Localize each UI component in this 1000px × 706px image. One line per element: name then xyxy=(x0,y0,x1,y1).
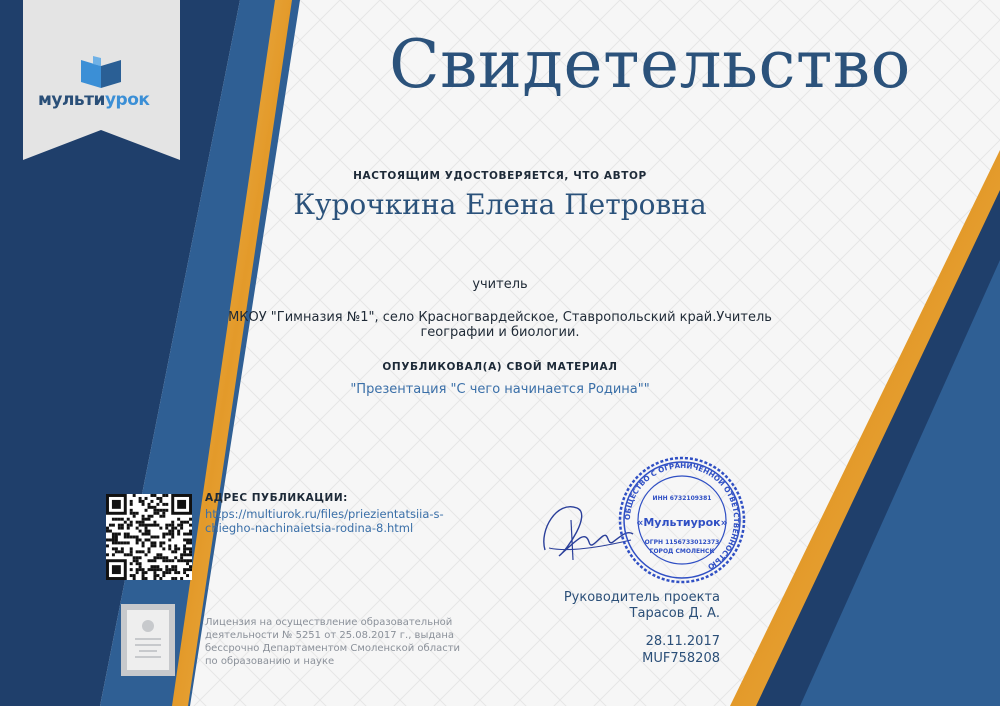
stamp-inn: ИНН 6732109381 xyxy=(652,495,712,502)
license-line4: по образованию и науке xyxy=(205,656,335,667)
license-line1: Лицензия на осуществление образовательной xyxy=(205,617,453,628)
director-role: Руководитель проекта xyxy=(563,590,720,605)
license-text xyxy=(205,616,485,668)
organization-line2: географии и биологии. xyxy=(420,325,580,340)
stamp-center: «Мультиурок» xyxy=(636,516,728,529)
stamp-city: ГОРОД СМОЛЕНСК xyxy=(649,548,715,555)
publication-url-link[interactable] xyxy=(205,507,515,535)
license-document-icon xyxy=(121,604,175,676)
company-stamp xyxy=(618,456,746,584)
stamp-ogrn: ОГРН 1156733012373 xyxy=(644,539,720,546)
publication-address-label: АДРЕС ПУБЛИКАЦИИ: xyxy=(205,492,348,504)
license-line2: деятельности № 5251 от 25.08.2017 г., выдана xyxy=(205,630,455,641)
url-line1[interactable]: https://multiurok.ru/files/priezientatsiia-s- xyxy=(205,507,444,521)
director-name: Тарасов Д. А. xyxy=(629,606,720,621)
certificate-meta xyxy=(560,633,720,667)
certificate-code: MUF758208 xyxy=(642,651,720,666)
published-label: ОПУБЛИКОВАЛ(А) СВОЙ МАТЕРИАЛ xyxy=(382,361,618,373)
organization xyxy=(200,310,800,340)
material-title: "Презентация "С чего начинается Родина"" xyxy=(350,382,650,397)
author-position: учитель xyxy=(472,277,528,292)
license-line3: бессрочно Департаментом Смоленской области xyxy=(205,643,461,654)
certificate-title: Свидетельство xyxy=(389,26,911,103)
logo-wordmark: мультиурок xyxy=(38,90,150,110)
certifies-line: НАСТОЯЩИМ УДОСТОВЕРЯЕТСЯ, ЧТО АВТОР xyxy=(353,170,647,182)
author-name: Курочкина Елена Петровна xyxy=(293,188,707,221)
certificate-date: 28.11.2017 xyxy=(645,634,720,649)
organization-line1: МКОУ "Гимназия №1", село Красногвардейское, Ставропольский край.Учитель xyxy=(228,310,772,325)
qr-code xyxy=(106,494,192,580)
director-block xyxy=(520,590,720,622)
logo-ribbon xyxy=(23,0,180,160)
stamp-outer-text: ОБЩЕСТВО С ОГРАНИЧЕННОЙ ОТВЕТСТВЕННОСТЬЮ xyxy=(622,460,742,572)
url-line2[interactable]: chiegho-nachinaietsia-rodina-8.html xyxy=(205,521,414,535)
